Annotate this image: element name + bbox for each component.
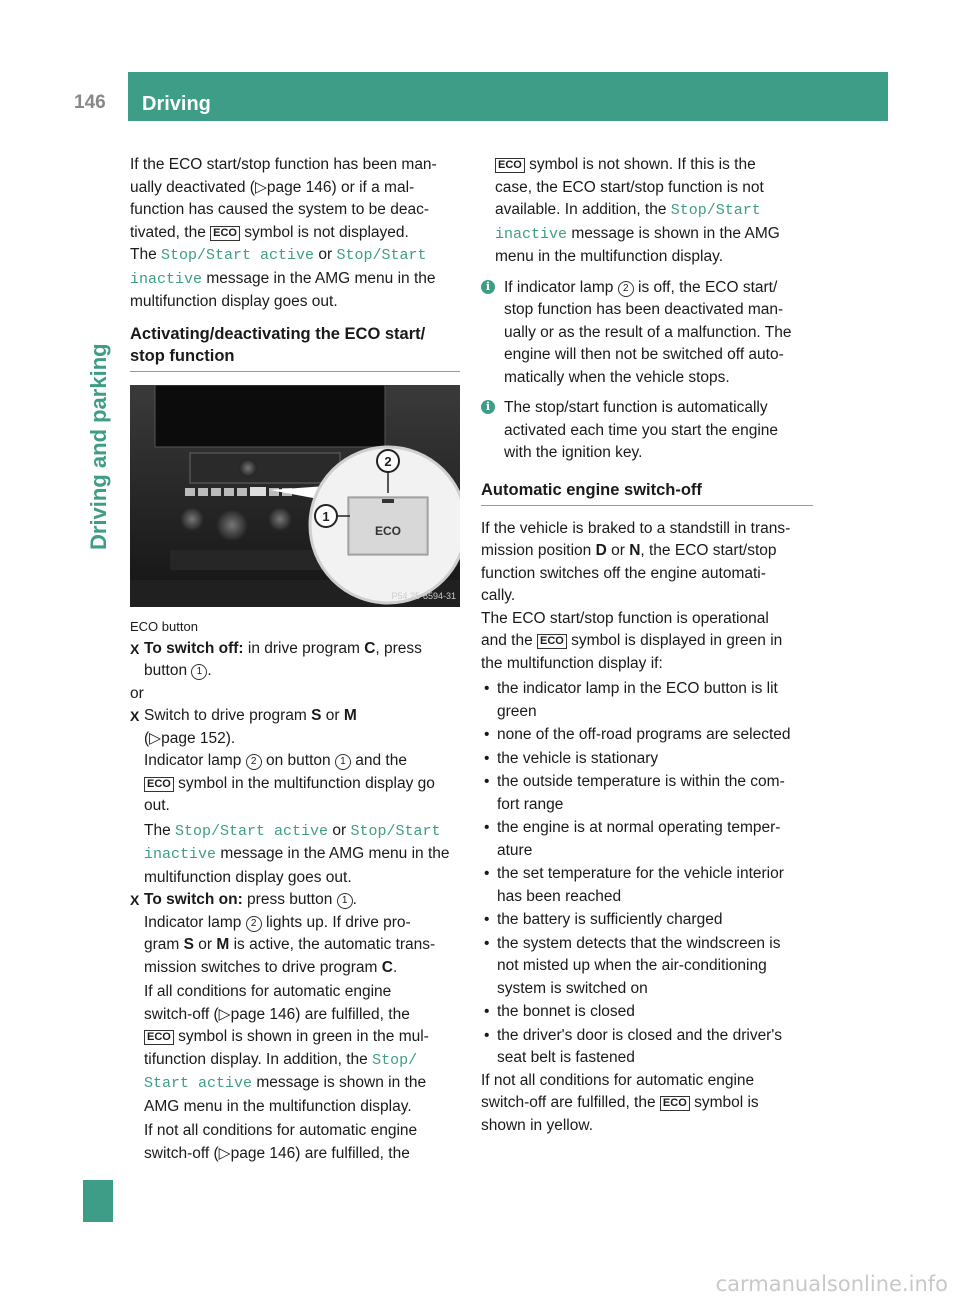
list-item: • the outside temperature is within the com- fort range [484, 773, 785, 813]
page-ref-arrow-icon: ▷ [218, 1144, 231, 1162]
bullet-icon: • [484, 726, 490, 743]
bullet-icon: • [484, 819, 490, 836]
bullet-icon: • [484, 1003, 490, 1020]
callout-2-icon: 2 [618, 281, 634, 297]
paragraph: ECO symbol is not shown. If this is the case, the ECO start/stop function is not available. In addition, the Stop/Start inactive message is shown in the AMG menu in the multifunction display. [495, 156, 780, 265]
instruction-step: X To switch off: in drive program C, press button 1 . [130, 639, 422, 679]
eco-symbol-icon: ECO [660, 1096, 690, 1111]
step-marker-icon: X [130, 892, 140, 908]
bullet-icon: • [484, 865, 490, 882]
paragraph: The ECO start/stop function is operational and the ECO symbol is displayed in green in the multifunction display if: [481, 609, 783, 672]
eco-symbol-icon: ECO [144, 777, 174, 792]
list-item: • the set temperature for the vehicle interior has been reached [484, 865, 784, 905]
list-item: • the system detects that the windscreen is not misted up when the air-conditioning system is switched on [484, 934, 781, 997]
list-item: • the bonnet is closed [481, 1001, 813, 1024]
bullet-icon: • [484, 773, 490, 790]
list-item: • the vehicle is stationary [481, 748, 813, 771]
side-tab-label: Driving and parking [86, 343, 111, 550]
or-text: or [130, 684, 144, 702]
info-icon: i [481, 400, 495, 414]
page-ref-arrow-icon: ▷ [218, 1005, 231, 1023]
figure-caption: ECO button [130, 618, 198, 634]
callout-1-icon: 1 [337, 893, 353, 909]
condition-list [481, 678, 813, 1070]
step-marker-icon: X [130, 708, 140, 724]
callout-1-icon: 1 [335, 754, 351, 770]
bullet-icon: • [484, 934, 490, 952]
list-item: • the indicator lamp in the ECO button is lit green [484, 680, 778, 720]
callout-2-icon: 2 [246, 916, 262, 932]
info-note: i The stop/start function is automatically activated each time you start the engine with the ignition key. [481, 397, 813, 465]
step-marker-icon: X [130, 640, 140, 657]
list-item: • none of the off-road programs are selected [481, 724, 813, 747]
instruction-step: X To switch on: press button 1 . Indicator lamp 2 lights up. If drive pro- gram S or M is active, the automatic trans- mission switches to drive program C. If all conditions for automatic engine switch-off (▷page 146) are fulfilled, the ECO symbol is shown in green in the mul- tifunction display. In addition, the Stop/ Start active message is shown in the AMG menu in the multifunction display. If not all conditions for automatic engine switch-off (▷page 146) are fulfilled, the [130, 891, 436, 1162]
dashboard-illustration [130, 385, 460, 607]
section-title: Driving [142, 93, 211, 115]
paragraph: If the ECO start/stop function has been man- ually deactivated (▷page 146) or if a mal- function has caused the system to be deac- tivated, the ECO symbol is not displayed. [130, 156, 437, 241]
bullet-icon: • [484, 749, 490, 767]
info-note: i If indicator lamp 2 is off, the ECO start/ stop function has been deactivated man- ually or as the result of a malfunction. The engine will then not be switched off auto- matically when the vehicle stops. [481, 277, 813, 390]
right-column [481, 154, 813, 1137]
eco-button-photo [130, 385, 460, 607]
bullet-icon: • [484, 911, 490, 928]
page-ref-arrow-icon: ▷ [149, 729, 162, 747]
section-band [128, 72, 888, 121]
eco-symbol-icon: ECO [210, 226, 240, 241]
paragraph: The Stop/Start active or Stop/Start inactive message in the AMG menu in the multifunction display goes out. [130, 246, 436, 310]
eco-symbol-icon: ECO [144, 1030, 174, 1045]
callout-2-icon: 2 [246, 754, 262, 770]
section-heading: Automatic engine switch-off [481, 479, 813, 506]
page-ref-arrow-icon: ▷ [254, 178, 267, 196]
instruction-step: X Switch to drive program S or M (▷page 152). Indicator lamp 2 on button 1 and the ECO symbol in the multifunction display go out. The Stop/Start active or Stop/Start inactive message in the AMG menu in the multifunction display goes out. [130, 707, 450, 886]
page-header [72, 72, 888, 121]
paragraph: If not all conditions for automatic engine switch-off are fulfilled, the ECO symbol is shown in yellow. [481, 1071, 759, 1134]
eco-symbol-icon: ECO [495, 158, 525, 173]
left-column [130, 154, 460, 1165]
svg-text:2: 2 [384, 453, 392, 469]
info-icon: i [481, 280, 495, 294]
side-tab-marker [83, 1180, 113, 1222]
list-item: • the driver's door is closed and the driver's seat belt is fastened [484, 1026, 783, 1066]
watermark: carmanualsonline.info [715, 1272, 948, 1296]
list-item: • the battery is sufficiently charged [481, 909, 813, 932]
section-heading: Activating/deactivating the ECO start/ stop function [130, 323, 460, 372]
list-item: • the engine is at normal operating temper- ature [484, 819, 781, 859]
bullet-icon: • [484, 680, 490, 697]
callout-1-icon: 1 [191, 664, 207, 680]
page-number: 146 [72, 72, 124, 121]
photo-code: P54.25-8594-31 [391, 590, 456, 601]
eco-symbol-icon: ECO [537, 634, 567, 649]
bullet-icon: • [484, 1026, 490, 1044]
svg-text:1: 1 [322, 508, 330, 524]
paragraph: If the vehicle is braked to a standstill in trans- mission position D or N, the ECO start/stop function switches off the engine automati- cally. [481, 519, 791, 604]
eco-button-label: ECO [374, 523, 402, 538]
